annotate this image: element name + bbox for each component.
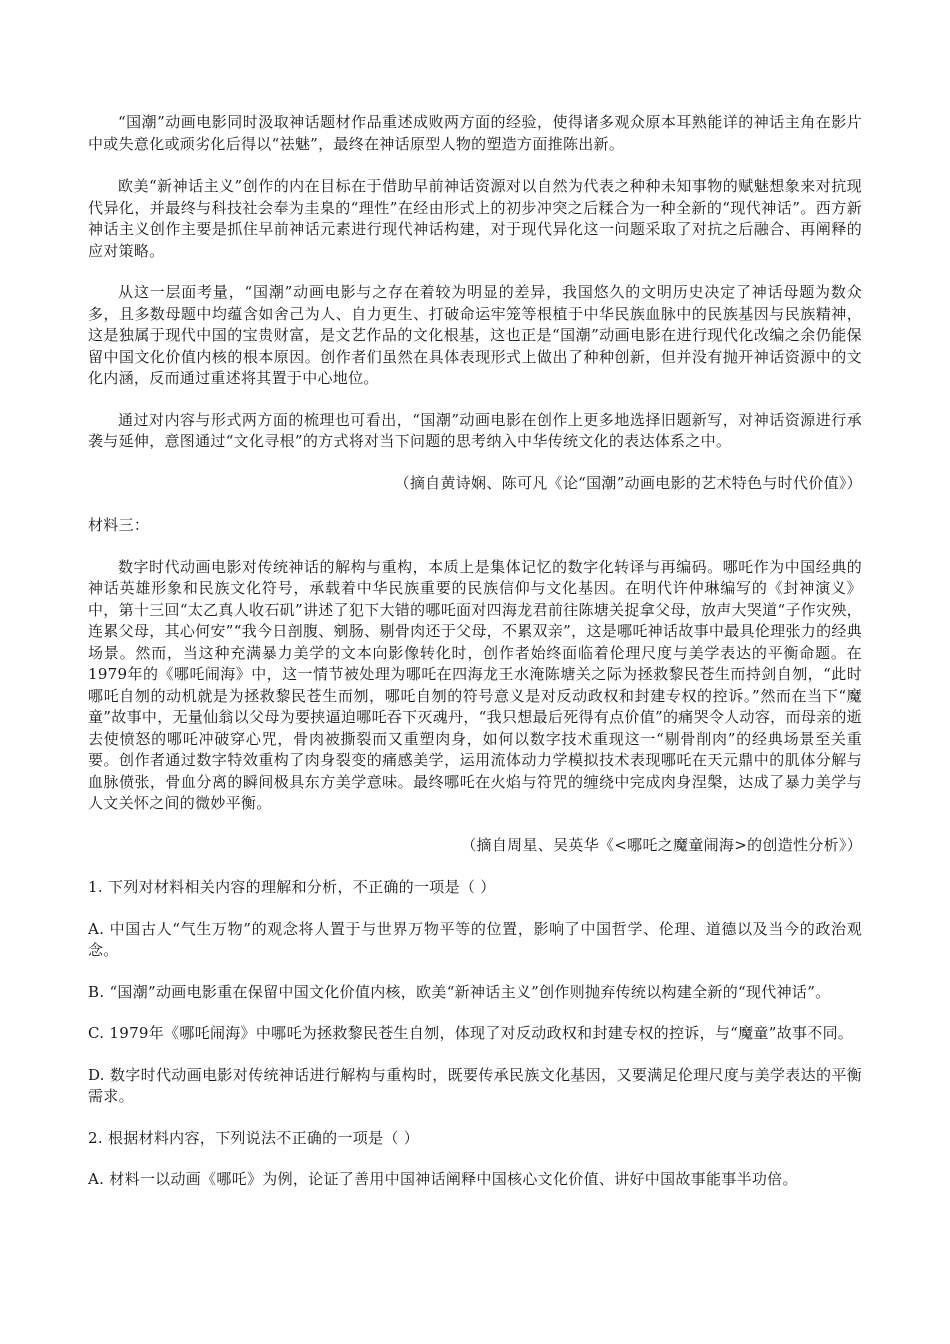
material-three-label: 材料三： [88, 516, 150, 534]
option-a: A. 中国古人“气生万物”的观念将人置于与世界万物平等的位置，影响了中国哲学、伦理、道德以及当今的政治观念。 [88, 919, 862, 959]
material-three-citation: （摘自周星、吴英华《<哪吒之魔童闹海>的创造性分析》） [461, 835, 862, 854]
option-d: D. 数字时代动画电影对传统神话进行解构与重构时，既要传承民族文化基因，又要满足伦理尺度与美学表达的平衡需求。 [88, 1065, 862, 1105]
option-a: A. 材料一以动画《哪吒》为例，论证了善用中国神话阐释中国核心文化价值、讲好中国故事能事半功倍。 [88, 1170, 798, 1188]
question-stem: 2. 根据材料内容，下列说法不正确的一项是（ ） [88, 1128, 420, 1147]
material-three-paragraph: 数字时代动画电影对传统神话的解构与重构，本质上是集体记忆的数字化转译与再编码。哪吒作为中国经典的神话英雄形象和民族文化符号，承载着中华民族重要的民族信仰与文化基因。在明代许仲琳编写的《封神演义》中，第十三回“太乙真人收石矶”讲述了犯下大错的哪吒面对四海龙君前往陈塘关捉拿父母，放声大哭道“子作灾殃，连累父母，其心何安”“我今日剖腹、剜肠、剔骨肉还于父母，不累双亲”，这是哪吒神话故事中最具伦理张力的经典场景。然而，当这种充满暴力美学的文本向影像转化时，创作者始终面临着伦理尺度与美学表达的平衡命题。在1979年的《哪吒闹海》中，这一情节被处理为哪吒在四海龙王水淹陈塘关之际为拯救黎民苍生而持剑自刎，“此时哪吒自刎的动机就是为拯救黎民苍生而刎，哪吒自刎的符号意义是对反动政权和封建专权的控诉。”然而在当下“魔童”故事中，无量仙翁以父母为要挟逼迫哪吒吞下灭魂丹，“我只想最后死得有点价值”的痛哭令人动容，而母亲的逝去使愤怒的哪吒冲破穿心咒，骨肉被撕裂而又重塑肉身，如何以数字技术重现这一“剔骨削肉”的经典场景至关重要。创作者通过数字特效重构了肉身裂变的痛感美学，运用流体动力学模拟技术表现哪吒在天元鼎中的肌体分解与血脉偾张，骨血分离的瞬间极具东方美学意味。最终哪吒在火焰与符咒的缠绕中完成肉身涅槃，达成了暴力美学与人文关怀之间的微妙平衡。 [88, 557, 862, 812]
material-two-citation: （摘自黄诗娴、陈可凡《论“国潮”动画电影的艺术特色与时代价值》） [394, 473, 862, 492]
material-two-paragraph-2: 欧美“新神话主义”创作的内在目标在于借助早前神话资源对以自然为代表之种种未知事物的赋魅想象来对抗现代异化，并最终与科技社会奉为圭臬的“理性”在经由形式上的初步冲突之后糅合为一种全新的“现代神话”。西方新神话主义创作主要是抓住早前神话元素进行现代神话构建，对于现代异化这一问题采取了对抗之后融合、再阐释的应对策略。 [88, 177, 862, 260]
document-page [88, 112, 862, 1211]
material-two-paragraph-1: “国潮”动画电影同时汲取神话题材作品重述成败两方面的经验，使得诸多观众原本耳熟能详的神话主角在影片中或失意化或顽劣化后得以“祛魅”，最终在神话原型人物的塑造方面推陈出新。 [88, 113, 862, 153]
question-stem: 1. 下列对材料相关内容的理解和分析，不正确的一项是（ ） [88, 878, 496, 896]
material-two-paragraph-3: 从这一层面考量，“国潮”动画电影与之存在着较为明显的差异，我国悠久的文明历史决定了神话母题为数众多，且多数母题中均蕴含如舍己为人、自力更生、打破命运牢笼等根植于中华民族血脉中的民族基因与民族精神，这是独属于现代中国的宝贵财富，是文艺作品的文化根基，这也正是“国潮”动画电影在进行现代化改编之余仍能保留中国文化价值内核的根本原因。创作者们虽然在具体表现形式上做出了种种创新，但并没有抛开神话资源中的文化内涵，反而通过重述将其置于中心地位。 [88, 283, 862, 387]
question-1 [88, 877, 862, 1108]
material-two-paragraph-4: 通过对内容与形式两方面的梳理也可看出，“国潮”动画电影在创作上更多地选择旧题新写，对神话资源进行承袭与延伸，意图通过“文化寻根”的方式将对当下问题的思考纳入中华传统文化的表达体系之中。 [88, 410, 862, 450]
question-2 [88, 1128, 862, 1191]
option-c: C. 1979年《哪吒闹海》中哪吒为拯救黎民苍生自刎，体现了对反动政权和封建专权的控诉，与“魔童”故事不同。 [88, 1024, 854, 1042]
option-b: B. “国潮”动画电影重在保留中国文化价值内核，欧美“新神话主义”创作则抛弃传统以构建全新的“现代神话”。 [88, 982, 831, 1001]
